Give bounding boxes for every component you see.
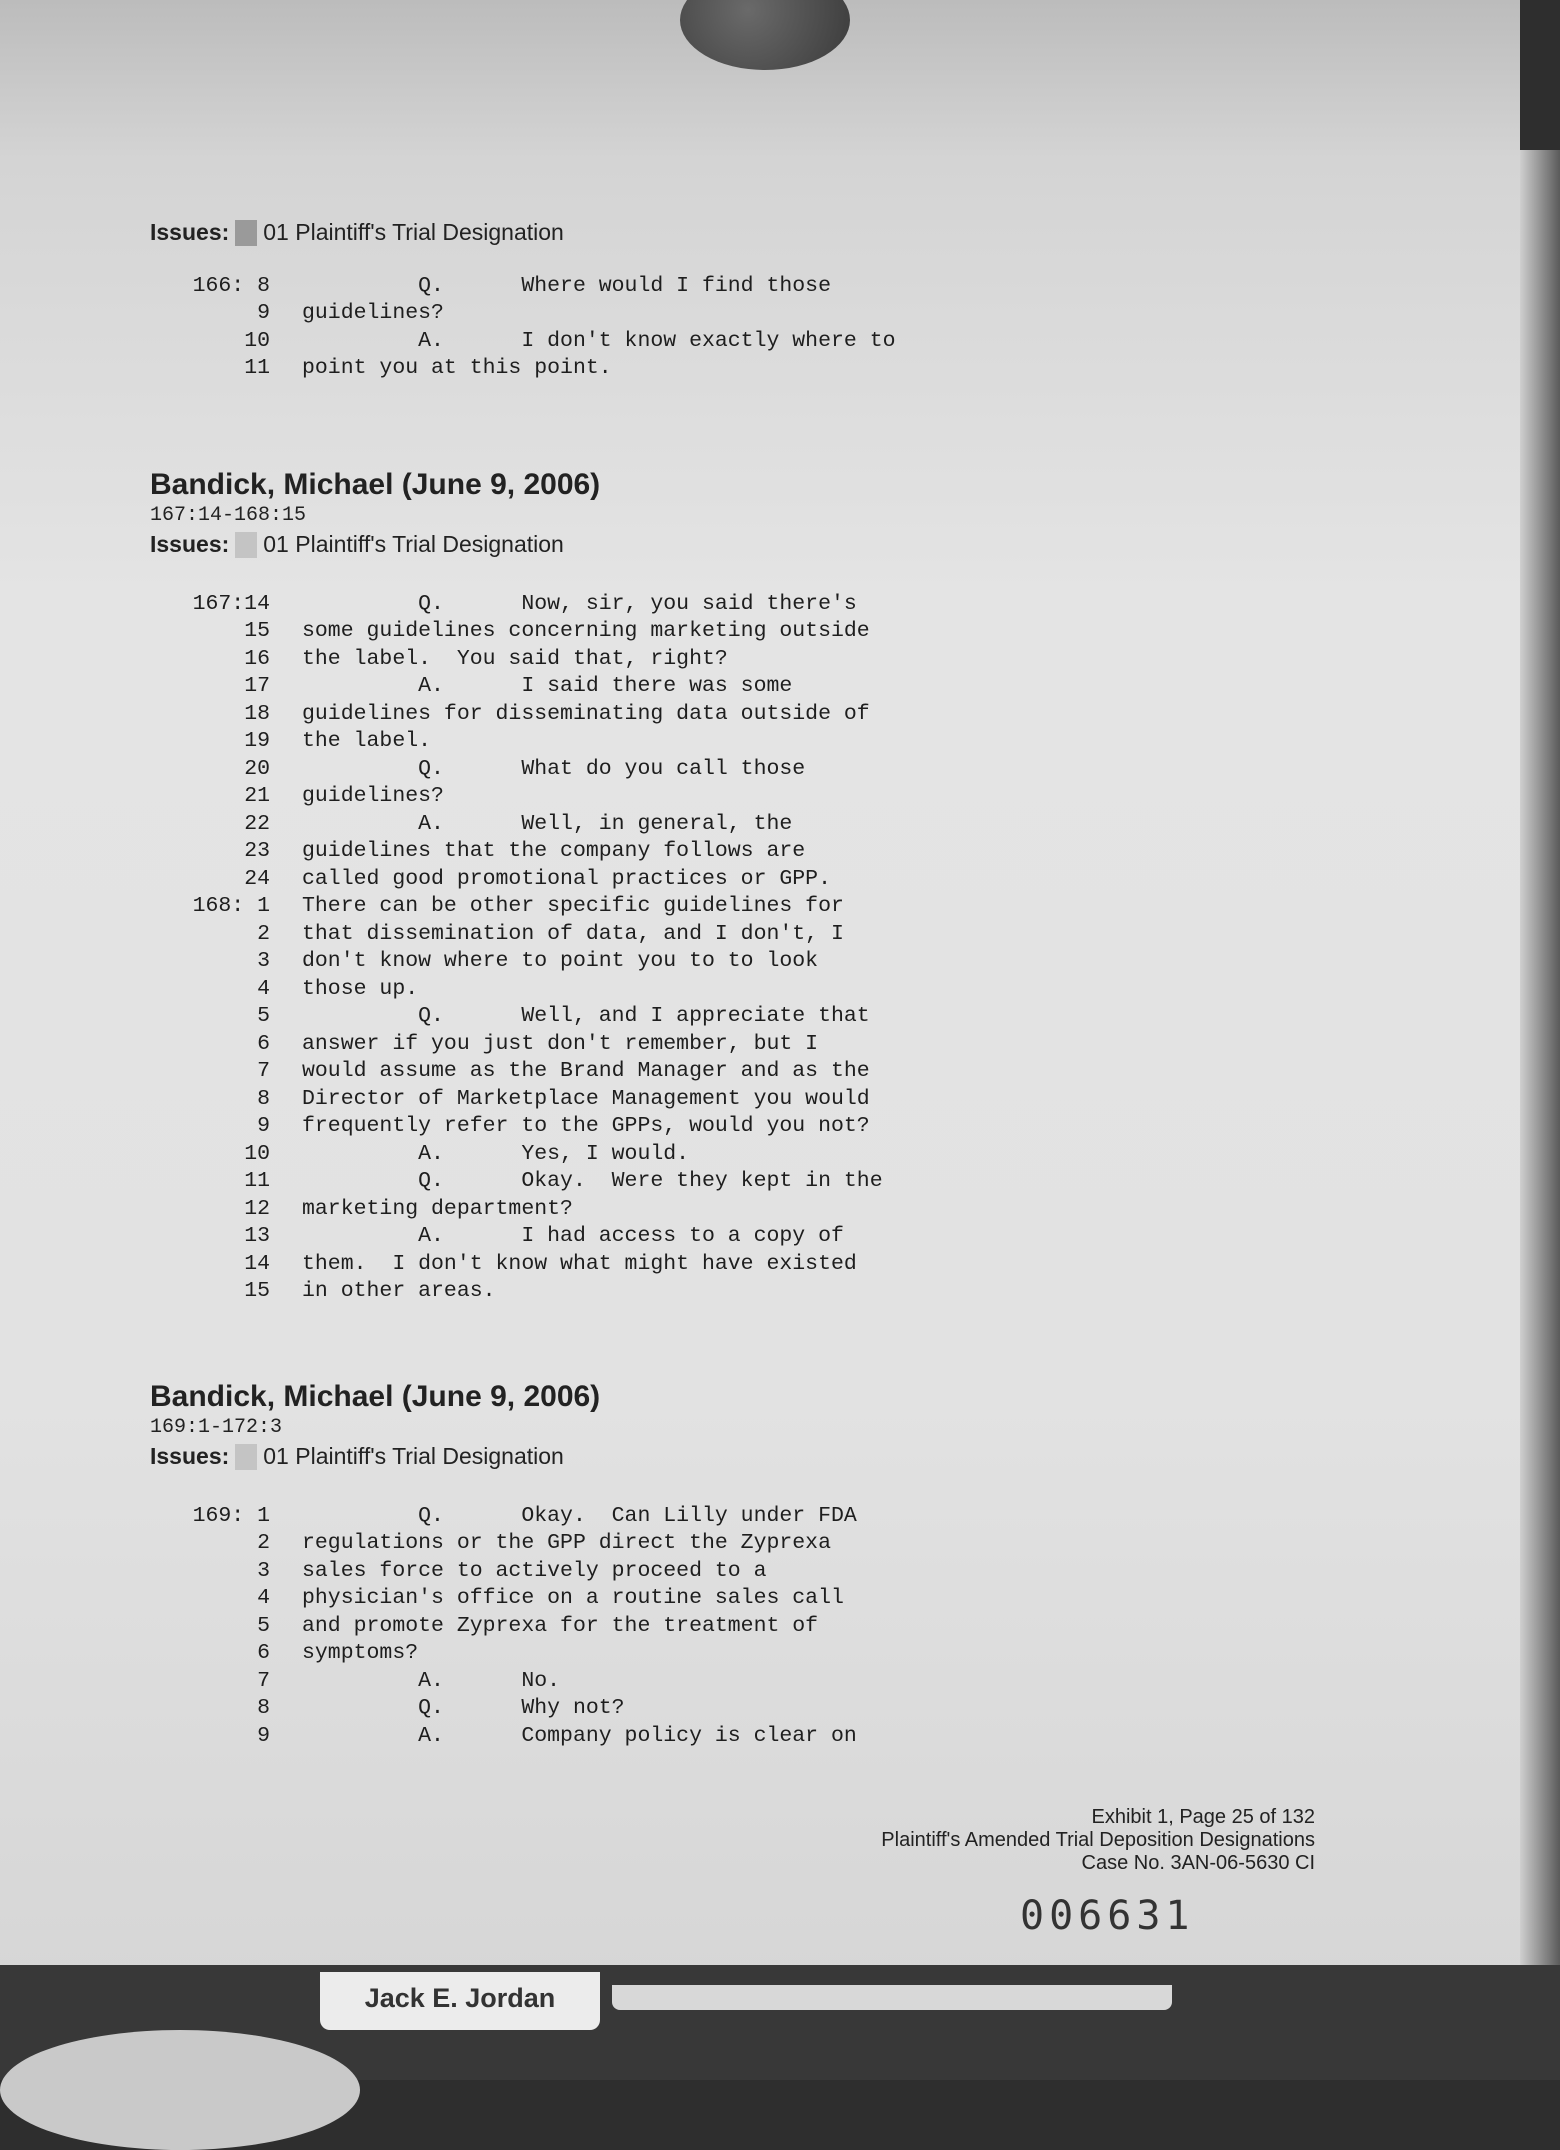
issues-value: 01 Plaintiff's Trial Designation	[263, 531, 564, 557]
transcript-line: 168: 1 There can be other specific guidelines for	[192, 894, 844, 919]
exhibit-title: Plaintiff's Amended Trial Deposition Designations	[881, 1829, 1315, 1851]
transcript-line: 14 them. I don't know what might have existed	[244, 1251, 857, 1276]
witness-heading: Bandick, Michael (June 9, 2006)	[150, 1380, 601, 1413]
divider-tab[interactable]: Jack E. Jordan	[320, 1972, 600, 2030]
divider-tab-2	[612, 1985, 1172, 2010]
transcript-line: 10 A. I don't know exactly where to	[244, 328, 896, 353]
transcript-line: 3 don't know where to point you to to look	[257, 949, 819, 974]
transcript-line: 4 those up.	[257, 976, 419, 1001]
transcript-line: 8 Director of Marketplace Management you would	[257, 1086, 870, 1111]
transcript-line: 9 guidelines?	[257, 301, 444, 326]
transcript-lines	[150, 590, 1050, 1305]
transcript-line: 169: 1 Q. Okay. Can Lilly under FDA	[192, 1503, 857, 1528]
transcript-line: 2 that dissemination of data, and I don't, I	[257, 921, 844, 946]
issues-label: Issues:	[150, 531, 230, 557]
issues-row	[150, 219, 1050, 246]
page-line-range: 167:14-168:15	[150, 504, 307, 527]
designation-section-3	[150, 1380, 1050, 1750]
transcript-lines	[150, 1502, 1050, 1750]
issues-row	[150, 531, 1050, 558]
issues-value: 01 Plaintiff's Trial Designation	[263, 1443, 564, 1469]
transcript-line: 5 Q. Well, and I appreciate that	[257, 1004, 870, 1029]
issue-color-icon	[235, 532, 257, 558]
transcript-line: 6 answer if you just don't remember, but I	[257, 1031, 819, 1056]
transcript-line: 24 called good promotional practices or GPP.	[244, 866, 831, 891]
transcript-line: 22 A. Well, in general, the	[244, 811, 793, 836]
bates-number: 006631	[1020, 1893, 1195, 1939]
issues-label: Issues:	[150, 219, 230, 245]
transcript-line: 10 A. Yes, I would.	[244, 1141, 690, 1166]
transcript-line: 20 Q. What do you call those	[244, 756, 806, 781]
witness-heading: Bandick, Michael (June 9, 2006)	[150, 468, 601, 501]
issue-color-icon	[235, 1444, 257, 1470]
exhibit-footer	[800, 1806, 1315, 1875]
transcript-line: 7 would assume as the Brand Manager and as the	[257, 1059, 870, 1084]
issues-value: 01 Plaintiff's Trial Designation	[263, 219, 564, 245]
transcript-lines	[150, 272, 1050, 382]
transcript-line: 167:14 Q. Now, sir, you said there's	[192, 591, 857, 616]
transcript-line: 6 symptoms?	[257, 1641, 419, 1666]
transcript-line: 21 guidelines?	[244, 784, 444, 809]
transcript-line: 5 and promote Zyprexa for the treatment of	[257, 1613, 819, 1638]
exhibit-page: Exhibit 1, Page 25 of 132	[1091, 1806, 1315, 1828]
transcript-line: 16 the label. You said that, right?	[244, 646, 728, 671]
transcript-line: 17 A. I said there was some	[244, 674, 793, 699]
transcript-line: 11 Q. Okay. Were they kept in the	[244, 1169, 883, 1194]
page-line-range: 169:1-172:3	[150, 1416, 283, 1439]
designation-section-2	[150, 468, 1050, 1305]
issue-color-icon	[235, 220, 257, 246]
transcript-line: 23 guidelines that the company follows are	[244, 839, 806, 864]
transcript-line: 19 the label.	[244, 729, 432, 754]
transcript-line: 7 A. No.	[257, 1668, 561, 1693]
transcript-line: 11 point you at this point.	[244, 356, 612, 381]
issues-label: Issues:	[150, 1443, 230, 1469]
transcript-line: 9 A. Company policy is clear on	[257, 1723, 857, 1748]
transcript-line: 3 sales force to actively proceed to a	[257, 1558, 767, 1583]
transcript-line: 9 frequently refer to the GPPs, would you not?	[257, 1114, 870, 1139]
transcript-line: 13 A. I had access to a copy of	[244, 1224, 844, 1249]
bowl-object	[0, 2030, 360, 2150]
transcript-line: 8 Q. Why not?	[257, 1696, 625, 1721]
transcript-line: 15 in other areas.	[244, 1279, 496, 1304]
issues-row	[150, 1443, 1050, 1470]
transcript-line: 15 some guidelines concerning marketing outside	[244, 619, 870, 644]
transcript-line: 166: 8 Q. Where would I find those	[192, 273, 831, 298]
designation-section-1	[150, 215, 1050, 382]
case-number: Case No. 3AN-06-5630 CI	[1081, 1852, 1315, 1874]
transcript-line: 4 physician's office on a routine sales call	[257, 1586, 844, 1611]
transcript-line: 12 marketing department?	[244, 1196, 573, 1221]
transcript-line: 2 regulations or the GPP direct the Zyprexa	[257, 1531, 831, 1556]
page-edge	[1520, 150, 1560, 2070]
transcript-line: 18 guidelines for disseminating data outside of	[244, 701, 870, 726]
